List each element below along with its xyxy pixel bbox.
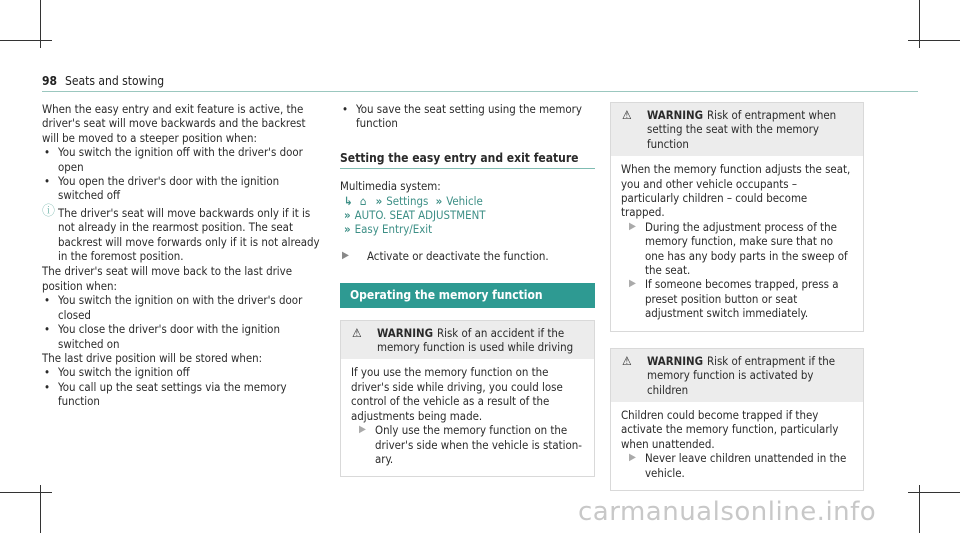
- multimedia-label: Multimedia system:: [340, 179, 441, 194]
- step-arrow-icon: ▶: [359, 424, 366, 436]
- page-number: 98: [42, 74, 58, 88]
- path-vehicle: Vehicle: [446, 193, 483, 208]
- warning-box: [610, 348, 864, 491]
- step-text: During the adjustment process of the memory function, make sure that no one has any body parts in the sweep of the seat.: [645, 219, 848, 278]
- section-subhead: Setting the easy entry and exit feature: [340, 151, 595, 169]
- step-arrow-icon: ▶: [342, 249, 349, 261]
- warning-icon: ⚠: [622, 108, 632, 122]
- warning-text: If you use the memory function on the driver's side while driving, you could lose control of the vehicle as a result of the adjustments being made.: [351, 365, 563, 423]
- warning-label: WARNING: [377, 325, 433, 340]
- path-line-1: [340, 194, 595, 208]
- crop-mark: [0, 40, 52, 41]
- note-text: The driver's seat will move backwards only if it is not already in the rearmost position. The seat backrest will move forwards only if it is not already in the foremost position.: [58, 205, 320, 264]
- warning-headline: Risk of entrapment if the memory function is activated by children: [647, 353, 836, 397]
- path-auto-seat: AUTO. SEAT ADJUSTMENT: [354, 208, 486, 223]
- list-item: • You close the driver's door with the ignition switched on: [42, 322, 324, 351]
- list-item: • You open the driver's door with the ignition switched off: [42, 174, 324, 203]
- warning-header: [341, 321, 594, 360]
- intro-text: When the easy entry and exit feature is active, the driver's seat will move backwards and the backrest will be moved to a steeper position when:: [42, 102, 306, 145]
- warning-box: [340, 320, 595, 478]
- header-rule: [42, 91, 918, 92]
- section-banner: Operating the memory function: [340, 283, 595, 307]
- instruction-step: [340, 249, 595, 263]
- warning-text: When the memory function adjusts the seat, you and other vehicle occupants – particularly children – could become trapped.: [621, 162, 851, 220]
- warning-body: [611, 156, 863, 330]
- warning-icon: ⚠: [622, 353, 632, 368]
- chevron-icon: »: [435, 193, 443, 208]
- step-arrow-icon: ▶: [629, 278, 636, 290]
- warning-label: WARNING: [647, 108, 703, 122]
- step-text: If someone becomes trapped, press a preset position button or seat adjustment switch immediately.: [645, 277, 839, 321]
- list-item: • You switch the ignition off: [42, 365, 324, 379]
- home-icon: ⌂: [359, 193, 367, 208]
- warning-icon: ⚠: [352, 325, 362, 340]
- step-arrow-icon: ▶: [629, 220, 636, 232]
- warning-body: [341, 359, 594, 476]
- step-text: Only use the memory function on the driver's side when the vehicle is station-ary.: [375, 423, 582, 466]
- column-2: [340, 102, 595, 477]
- list-item: • You save the seat setting using the memory function: [340, 102, 595, 131]
- warning-header: [611, 349, 863, 402]
- warning-headline: Risk of entrapment when setting the seat with the memory function: [647, 108, 837, 151]
- warning-step: [621, 220, 853, 278]
- step-text: Activate or deactivate the function.: [367, 248, 549, 263]
- list-item: • You switch the ignition off with the driver's door open: [42, 145, 324, 174]
- list-item: • You call up the seat settings via the memory function: [42, 380, 324, 409]
- section-title: Seats and stowing: [65, 74, 165, 88]
- warning-step: [621, 451, 853, 480]
- path-easy-entry: Easy Entry/Exit: [354, 222, 433, 237]
- warning-label: WARNING: [647, 353, 703, 368]
- mid-text: The driver's seat will move back to the last drive position when:: [42, 264, 293, 293]
- note: [42, 203, 324, 264]
- crop-mark: [908, 492, 960, 493]
- stored-text: The last drive position will be stored when:: [42, 350, 263, 365]
- warning-step: [351, 423, 584, 466]
- warning-step: [621, 277, 853, 320]
- info-icon: ⓘ: [42, 203, 56, 219]
- path-line-2: [340, 208, 595, 222]
- watermark: carmanualsonline.info: [578, 497, 877, 527]
- warning-header: [611, 103, 863, 156]
- warning-headline: Risk of an accident if the memory function is used while driving: [377, 325, 574, 355]
- crop-mark: [0, 492, 52, 493]
- list-item: • You switch the ignition on with the driver's door closed: [42, 293, 324, 322]
- return-arrow-icon: ↳: [344, 193, 353, 208]
- chevron-icon: »: [344, 208, 351, 223]
- warning-box: [610, 102, 864, 332]
- step-text: Never leave children unattended in the vehicle.: [645, 451, 847, 480]
- navigation-path: [340, 179, 595, 237]
- warning-text: Children could become trapped if they activate the memory function, particularly when unattended.: [621, 407, 839, 451]
- chevron-icon: »: [375, 193, 383, 208]
- column-1: [42, 102, 324, 409]
- path-line-3: [340, 222, 595, 236]
- step-arrow-icon: ▶: [629, 452, 636, 464]
- crop-mark: [908, 40, 960, 41]
- warning-body: [611, 402, 863, 490]
- path-settings: Settings: [386, 193, 429, 208]
- page-header: [42, 74, 164, 88]
- column-3: [610, 102, 864, 491]
- chevron-icon: »: [344, 222, 351, 237]
